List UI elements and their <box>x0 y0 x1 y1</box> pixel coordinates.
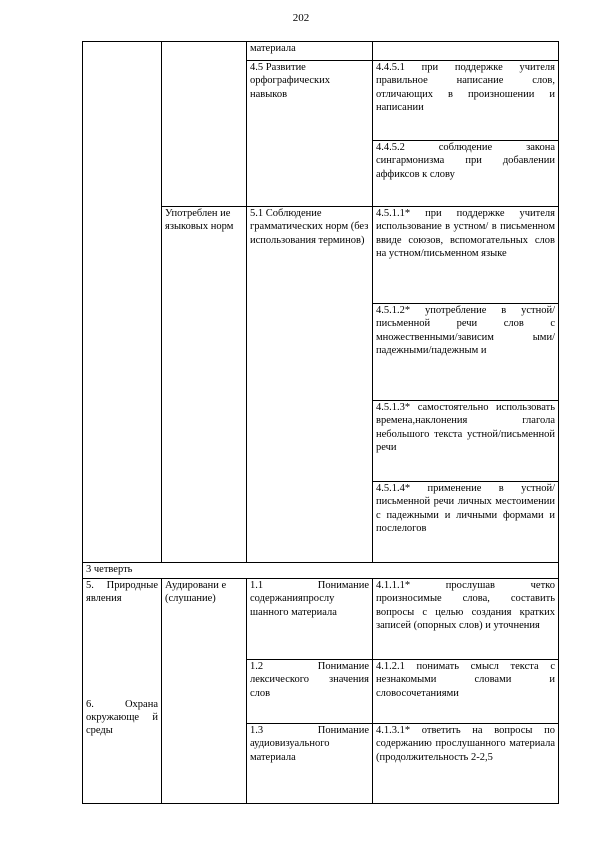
topic-cell <box>247 724 373 804</box>
table-row <box>83 563 559 579</box>
subject-cell-empty <box>162 42 247 207</box>
quarter-header <box>83 563 559 579</box>
page-number: 202 <box>292 12 310 24</box>
subject-cell <box>162 579 247 804</box>
section-title: 6. Охрана окружающе й среды <box>86 698 158 737</box>
objective-cell <box>373 304 559 401</box>
objective-text: 4.1.1.1* прослушав четко произносимые слова, составить вопросы с целью создания кратких записей (опорных слов) и уточнения <box>376 580 555 631</box>
objective-cell <box>373 141 559 207</box>
table-row <box>83 42 559 61</box>
section-cell <box>83 579 162 804</box>
topic-text: 1.3 Понимание аудиовизуального материала <box>250 725 369 763</box>
topic-cell <box>247 660 373 724</box>
topic-text: 1.2 Понимание лексического значения слов <box>250 661 369 699</box>
section-cell-empty <box>83 42 162 563</box>
objective-cell <box>373 207 559 304</box>
topic-text: 1.1 Понимание содержанияпрослу шанного материала <box>250 580 369 618</box>
quarter-label: 3 четверть <box>86 564 133 575</box>
objective-cell <box>373 401 559 482</box>
section-title: 5. Природные явления <box>86 580 158 605</box>
topic-cell <box>247 579 373 660</box>
objective-text: 4.1.2.1 понимать смысл текста с незнакомыми словами и словосочетаниями <box>376 661 555 699</box>
objective-text: 4.4.5.2 соблюдение закона сингармонизма при добавлении аффиксов к слову <box>376 142 555 180</box>
objective-cell <box>373 660 559 724</box>
objective-text: 4.4.5.1 при поддержке учителя правильное написание слов, отличающих в произношении и написании <box>376 62 555 113</box>
topic-text: 4.5 Развитие орфографических навыков <box>250 62 331 100</box>
topic-cell <box>247 207 373 563</box>
topic-text: 5.1 Соблюдение грамматических норм (без использования терминов) <box>250 208 369 246</box>
objective-text: 4.5.1.3* самостоятельно использовать времена,наклонения глагола небольшого текста устной/письменной речи <box>376 402 555 453</box>
objective-cell-empty <box>373 42 559 61</box>
topic-text: материала <box>250 43 296 54</box>
subject-text: Аудировани е (слушание) <box>165 580 227 605</box>
objective-cell <box>373 579 559 660</box>
table-row <box>83 579 559 660</box>
subject-cell <box>162 207 247 563</box>
topic-cell <box>247 61 373 207</box>
objective-text: 4.5.1.1* при поддержке учителя использование в устном/ в письменном ввиде союзов, вспомогательных слов на устном/письменном языке <box>376 208 555 259</box>
curriculum-table <box>82 41 559 804</box>
objective-cell <box>373 482 559 563</box>
objective-text: 4.5.1.2* употребление в устной/ письменной речи слов с множественными/зависим ыми/падежными/падежным и <box>376 305 555 356</box>
topic-cell <box>247 42 373 61</box>
objective-cell <box>373 61 559 141</box>
objective-text: 4.1.3.1* ответить на вопросы по содержанию прослушанного материала (продолжительность 2-2,5 <box>376 725 555 763</box>
objective-text: 4.5.1.4* применение в устной/письменной речи личных местоимении с падежными и личными формами и послелогов <box>376 483 555 534</box>
objective-cell <box>373 724 559 804</box>
subject-text: Употреблен ие языковых норм <box>165 208 234 233</box>
